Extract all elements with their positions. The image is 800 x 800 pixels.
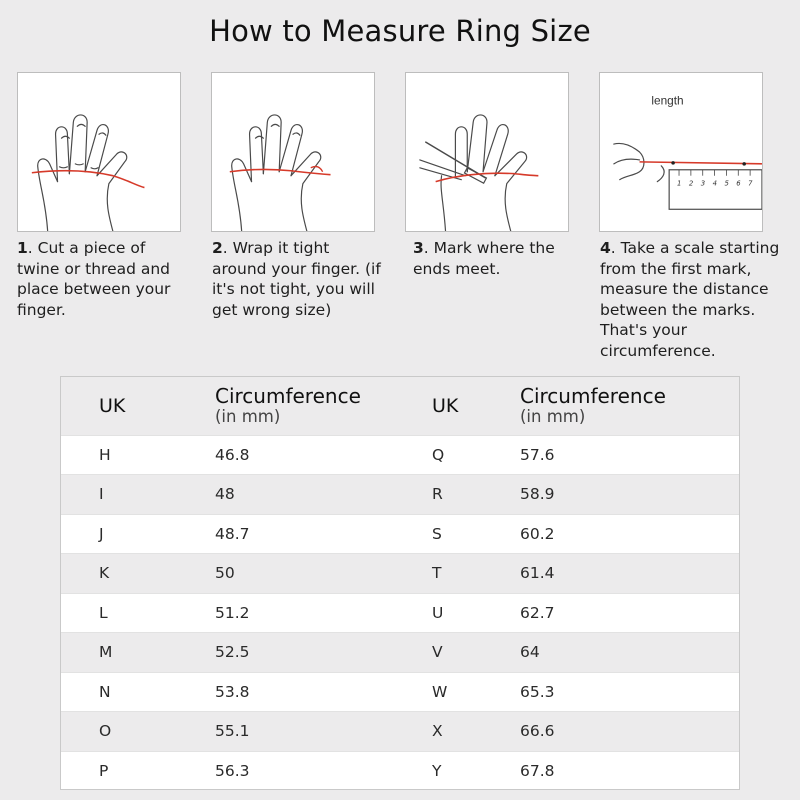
uk-size-cell: M [61, 633, 176, 673]
step-3-illustration [405, 72, 569, 232]
step-number: 2 [212, 239, 223, 257]
uk-size-cell: K [61, 554, 176, 594]
step-1-illustration [17, 72, 181, 232]
uk-header: UK [432, 394, 459, 417]
page-title: How to Measure Ring Size [209, 14, 591, 48]
ruler-tick: 6 [736, 179, 741, 188]
ruler-tick: 2 [688, 179, 694, 188]
circumference-cell: 55.1 [176, 712, 397, 752]
table-header-row [61, 377, 739, 435]
circumference-cell: 48.7 [176, 514, 397, 554]
uk-size-cell: H [61, 435, 176, 475]
ruler-tick: 1 [677, 179, 682, 188]
uk-size-cell: Y [397, 751, 512, 791]
step-description: . Wrap it tight around your finger. (if it's not tight, you will get wrong size) [212, 239, 381, 319]
table-row [61, 554, 739, 594]
step-3-text [413, 238, 573, 279]
step-description: . Mark where the ends meet. [413, 239, 555, 278]
uk-header: UK [99, 394, 126, 417]
uk-size-cell: O [61, 712, 176, 752]
hand-marking-thread-icon [406, 73, 568, 231]
ruler-tick: 7 [748, 179, 753, 188]
table-row [61, 712, 739, 752]
uk-size-cell: V [397, 633, 512, 673]
table-row [61, 672, 739, 712]
step-number: 3 [413, 239, 424, 257]
step-4-text [600, 238, 792, 361]
circumference-cell: 56.3 [176, 751, 397, 791]
table-row [61, 514, 739, 554]
uk-size-cell: Q [397, 435, 512, 475]
table-row [61, 435, 739, 475]
ruler-tick: 5 [724, 179, 729, 188]
length-label: length [651, 93, 684, 108]
circumference-cell: 51.2 [176, 593, 397, 633]
circumference-cell: 65.3 [512, 672, 739, 712]
circumference-cell: 64 [512, 633, 739, 673]
uk-size-cell: P [61, 751, 176, 791]
uk-size-cell: R [397, 475, 512, 515]
ruler-tick: 3 [700, 179, 706, 188]
step-number: 1 [17, 239, 28, 257]
step-number: 4 [600, 239, 611, 257]
step-description: . Take a scale starting from the first mark, measure the distance between the marks. That's your circumference. [600, 239, 780, 360]
hand-wrapped-thread-icon [212, 73, 374, 231]
uk-size-cell: T [397, 554, 512, 594]
circumference-cell: 61.4 [512, 554, 739, 594]
step-2-illustration [211, 72, 375, 232]
circumference-cell: 58.9 [512, 475, 739, 515]
uk-size-cell: S [397, 514, 512, 554]
circumference-cell: 46.8 [176, 435, 397, 475]
circumference-cell: 67.8 [512, 751, 739, 791]
uk-size-cell: U [397, 593, 512, 633]
circumference-cell: 53.8 [176, 672, 397, 712]
table-row [61, 633, 739, 673]
uk-size-cell: J [61, 514, 176, 554]
circumference-cell: 62.7 [512, 593, 739, 633]
hand-with-thread-icon [18, 73, 180, 231]
circumference-cell: 50 [176, 554, 397, 594]
circumference-header: Circumference (in mm) [215, 383, 361, 426]
uk-size-cell: W [397, 672, 512, 712]
circumference-cell: 57.6 [512, 435, 739, 475]
circumference-cell: 66.6 [512, 712, 739, 752]
step-4-illustration [599, 72, 763, 232]
circumference-cell: 52.5 [176, 633, 397, 673]
table-row [61, 593, 739, 633]
ruler-measuring-icon [600, 73, 762, 231]
uk-size-cell: X [397, 712, 512, 752]
step-description: . Cut a piece of twine or thread and place between your finger. [17, 239, 171, 319]
step-1-text [17, 238, 189, 320]
ruler-tick: 4 [712, 179, 718, 188]
circumference-cell: 60.2 [512, 514, 739, 554]
uk-size-cell: I [61, 475, 176, 515]
table-row [61, 475, 739, 515]
step-2-text [212, 238, 382, 320]
circumference-header: Circumference (in mm) [520, 383, 666, 426]
ring-size-table [60, 376, 740, 790]
table-row [61, 751, 739, 791]
circumference-cell: 48 [176, 475, 397, 515]
uk-size-cell: N [61, 672, 176, 712]
uk-size-cell: L [61, 593, 176, 633]
